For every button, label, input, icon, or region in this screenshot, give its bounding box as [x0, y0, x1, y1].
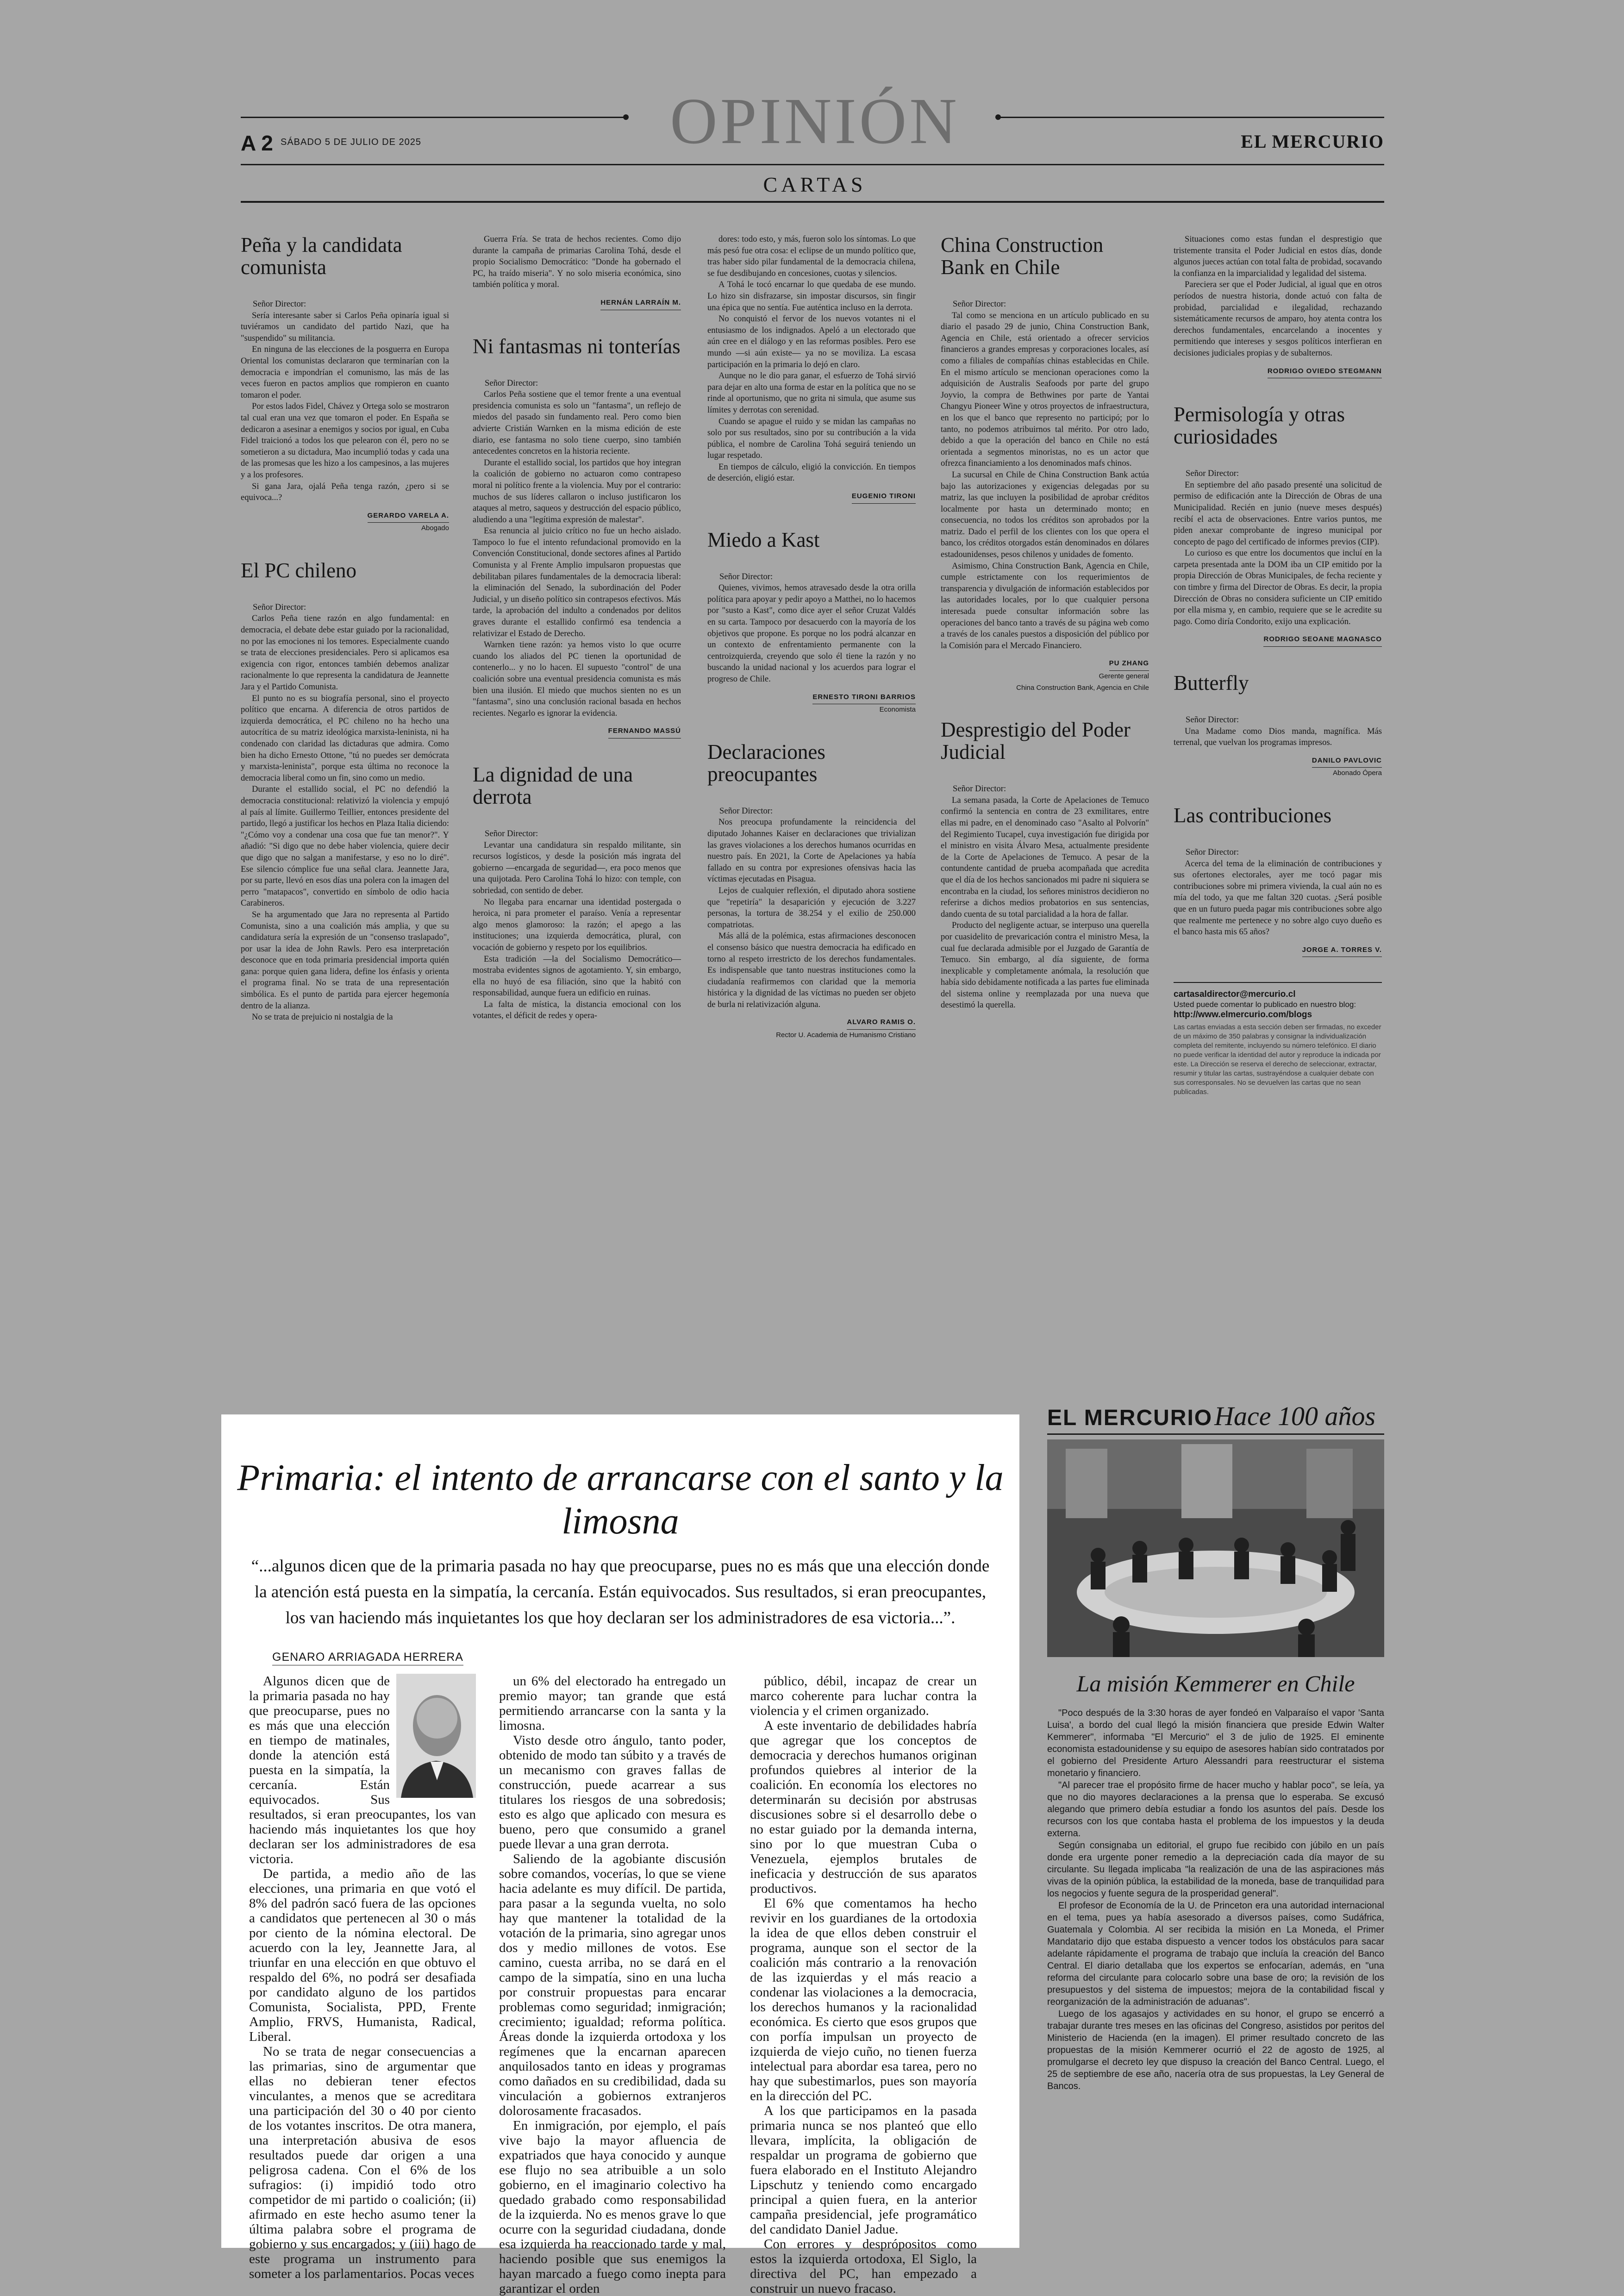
letter-paragraph: A Tohá le tocó encarnar lo que quedaba de ese mundo. Lo hizo sin disfrazarse, sin impostar discursos, sin fingir una épica que no sentía. Fue auténtica incluso en la derrota.: [707, 280, 916, 313]
letter-signature: [473, 297, 681, 310]
letter-signature-role: Gerente general: [1099, 672, 1149, 680]
column-text-1: [249, 1674, 476, 2281]
letter-paragraph: No se trata de prejuicio ni nostalgia de la: [252, 1012, 393, 1022]
letter-paragraph: Esta tradición —la del Socialismo Democrático— mostraba evidentes signos de agotamiento. Y, sin embargo, ella no huyó de esa filiación, sino que la habitó con responsabilidad, aunque fuera un edificio en ruinas.: [473, 954, 681, 998]
letter-signature-role: Abogado: [421, 524, 449, 532]
letter: [473, 234, 681, 310]
letter-signature-name: DANILO PAVLOVIC: [1312, 755, 1382, 768]
letter-salutation: Señor Director:: [719, 571, 773, 582]
letter-paragraph: Se ha argumentado que Jara no representa al Partido Comunista, sino a una coalición más amplia, y que su candidatura sería la expresión de un "consenso traslapado", por usar la idea de John Rawls. Pero esa interpretación desconoce que en toda primaria presidencial importa quién gana: porque quien gana lidera, define los énfasis y orienta el programa final. No se trata de una representación simbólica. Es el punto de partida para ejercer hegemonía dentro de la alianza.: [241, 909, 449, 1011]
letter: [1174, 672, 1382, 768]
hace-100-anos-box: [1047, 1401, 1384, 2092]
letter-salutation: Señor Director:: [253, 299, 306, 309]
newspaper-name: EL MERCURIO: [1241, 131, 1384, 152]
letter-paragraph: Cuando se apague el ruido y se midan las campañas no solo por sus resultados, sino por su contribución a la vida pública, el nombre de Carolina Tohá seguirá teniendo un lugar respetado.: [707, 416, 916, 461]
hace100-paragraph: El profesor de Economía de la U. de Princeton era una autoridad internacional en el tema, pues ya había asesorado a diversos países, como Sudáfrica, Guatemala y Colombia. Al ser recibida la misión en La Moneda, el Primer Mandatario dijo que estaba dispuesto a vencer todos los obstáculos para sacar adelante rápidamente el programa de trabajo que incluía la creación del Banco Central. El diario detallaba que los expertos se enfocarían, además, en "una reforma del circulante para colocarlo sobre una base de oro; la revisión de los presupuestos y del sistema de impuestos; mejora de la contabilidad fiscal y reorganización de la administración de aduanas".: [1047, 1901, 1384, 2007]
letter-signature: [1174, 366, 1382, 379]
letter-paragraph: Carlos Peña sostiene que el temor frente a una eventual presidencia comunista es solo un "fantasma", un reflejo de miedos del pasado sin fundamento real. Pero como bien advierte Cristián Warnken en la misma edición de este diario, ese fantasma no solo tiene cuerpo, sino también antecedentes concretos en la historia reciente.: [473, 389, 681, 457]
contact-fine-print: Las cartas enviadas a esta sección deben ser firmadas, no exceder de un máximo de 350 palabras y consignar la individualización completa del remitente, incluyendo su número telefónico. El diario no puede verificar la identidad del autor y reproduce la indicada por este. La Dirección se reserva el derecho de seleccionar, extractar, resumir y titular las cartas, sustrayéndose a cualquier debate con sus corresponsales. No se devuelven las cartas que no sean publicadas.: [1174, 1023, 1381, 1096]
letter-signature: [707, 1017, 916, 1030]
letter-paragraph: No conquistó el fervor de los nuevos votantes ni el entusiasmo de los indignados. Apeló a un electorado que aún cree en el diálogo y en las reformas posibles. Pero ese mundo —si aún existe— ya no se moviliza. La escasa participación en la primaria lo dejó en claro.: [707, 314, 916, 369]
column-paragraph: En inmigración, por ejemplo, el país vive bajo la mayor afluencia de expatriados que haya conocido y aunque ese flujo no sea atribuible a un solo gobierno, en el imaginario colectivo ha quedado grabado como responsabilidad de la izquierda. No es menos grave lo que ocurre con la seguridad ciudadana, donde esa izquierda ha reaccionado tarde y mal, haciendo posible que sus enemigos la hayan marcado a fuego como inepta para garantizar el orden: [499, 2118, 726, 2296]
letter-signature-name: HERNÁN LARRAÍN M.: [600, 297, 681, 310]
letter-salutation: Señor Director:: [1186, 715, 1239, 725]
letter-title: Miedo a Kast: [707, 528, 820, 551]
letter-paragraph: Más allá de la polémica, estas afirmaciones desconocen el consenso básico que nuestra democracia ha edificado en torno al respeto irrestricto de los derechos fundamentales. Es indispensable que tanto nuestras instituciones como la ciudadanía reafirmemos con claridad que la memoria histórica y la dignidad de las víctimas no pueden ser objeto de burla ni relativización alguna.: [707, 931, 916, 1009]
column-lead-quote: “...algunos dicen que de la primaria pasada no hay que preocuparse, pues no es más que una elección donde la atención está puesta en la simpatía, la cercanía. Están equivocados. Sus resultados, si eran preocupantes, los van haciendo más inquietantes los que hoy declaran ser los administradores de esa victoria...”.: [251, 1557, 990, 1627]
letter-paragraph: Durante el estallido social, el PC no defendió la democracia constitucional: relativizó la violencia y empujó al país al límite. Guillermo Teillier, entonces presidente del partido, llegó a justificar los hechos en Plaza Italia diciendo: "¿Cómo voy a condenar una cosa que fue tan menor?". Y añadió: "Si digo que no debe haber violencia, quiere decir que digo que no salgan a manifestarse, y eso no lo diré". Ese silencio cómplice fue una señal clara. Jeannette Jara, por su parte, llevó en esos días una polera con la imagen del perro "matapacos", convertido en símbolo de odio hacia Carabineros.: [241, 784, 449, 908]
letter-title: Butterfly: [1174, 671, 1249, 695]
letter-signature: [241, 510, 449, 523]
letter-title: Declaraciones preocupantes: [707, 740, 825, 786]
letter-salutation: Señor Director:: [953, 784, 1006, 794]
letter-title: Peña y la candidata comunista: [241, 233, 402, 279]
author-photo: [396, 1674, 476, 1798]
letter-paragraph: Asimismo, China Construction Bank, Agencia en Chile, cumple estrictamente con los requerimientos de transparencia y divulgación de información establecidos por las autoridades locales, por lo que cualquier persona interesada puede consultar información sobre las operaciones del banco tanto a través de su página web como a través de los canales puestos a disposición del público por la Comisión para el Mercado Financiero.: [941, 561, 1149, 651]
letter-title: China Construction Bank en Chile: [941, 233, 1104, 279]
letter-paragraph: Lejos de cualquier reflexión, el diputado ahora sostiene que "repetiría" la desaparición y ejecución de 3.227 personas, la tortura de 38.254 y el exilio de 250.000 compatriotas.: [707, 885, 916, 930]
letter-paragraph: Lo curioso es que entre los documentos que incluí en la carpeta presentada ante la DOM iba un CIP emitido por la propia Dirección de Obras Municipales, de fecha reciente y con timbre y firma del Director de Obras. Es decir, la propia Dirección de Obras no considera suficiente un CIP emitido por ella misma y, en cambio, requiere que se le acredite su pago. Como diría Condorito, exijo una explicación.: [1174, 548, 1382, 626]
contact-blog-link[interactable]: http://www.elmercurio.com/blogs: [1174, 1010, 1312, 1020]
column-title: Primaria: el intento de arrancarse con el santo y la limosna: [237, 1458, 1004, 1542]
header-dot-left: [623, 114, 629, 120]
letter-salutation: Señor Director:: [485, 378, 538, 388]
hace100-paragraph: "Poco después de la 3:30 horas de ayer fondeó en Valparaíso el vapor 'Santa Luisa', a bordo del cual llegó la misión financiera que preside Edwin Walter Kemmerer", informaba "El Mercurio" el 3 de julio de 1925. El eminente economista estadounidense y su equipo de asesores habían sido contratados por el gobierno del Presidente Arturo Alessandri para reestructurar el sistema monetario y financiero.: [1047, 1708, 1384, 1778]
letter-signature-name: GERARDO VARELA A.: [368, 510, 449, 523]
letter-paragraph: En ninguna de las elecciones de la posguerra en Europa Oriental los comunistas declararon que terminarían con la democracia e impondrían el comunismo, las más de las veces fueron en pactos amplios que rompieron en cuanto tomaron el poder.: [241, 344, 449, 400]
letter: [941, 234, 1149, 671]
letter: [1174, 234, 1382, 378]
letter-paragraph: Guerra Fría. Se trata de hechos recientes. Como dijo durante la campaña de primarias Carolina Tohá, desde el propio Socialismo Democrático: "Donde ha gobernado el PC, ha traído miseria". Y no solo miseria económica, sino también política y moral.: [473, 234, 681, 290]
letter-signature: [473, 726, 681, 738]
column-paragraph: A los que participamos en la pasada primaria nunca se nos planteó que ello llevara, implícita, la obligación de respaldar un programa de gobierno que fuera elaborado en el Instituto Alejandro Lipschutz y teniendo como encargado principal a quien fuera, en la anterior campaña presidencial, jefe programático del candidato Daniel Jadue.: [750, 2103, 977, 2237]
hace100-paragraph: Luego de los agasajos y actividades en su honor, el grupo se encerró a trabajar durante tres meses en las oficinas del Congreso, asistidos por peritos del Ministerio de Hacienda (en la imagen). El primer resultado concreto de las propuestas de la misión Kemmerer ocurrió el 22 de agosto de 1925, al promulgarse el decreto ley que dispuso la creación del Banco Central. Luego, el 25 de septiembre de ese año, nacería otra de sus propuestas, la Ley General de Bancos.: [1047, 2009, 1384, 2091]
issue-date: SÁBADO 5 DE JULIO DE 2025: [281, 137, 422, 147]
letter-signature-role: Rector U. Academia de Humanismo Cristiano: [776, 1031, 916, 1039]
letter-salutation: Señor Director:: [1186, 469, 1239, 479]
letter-paragraph: No llegaba para encarnar una identidad postergada o heroica, ni para prometer el paraíso. Venía a representar algo menos glamoroso: la razón; el apego a las instituciones; una izquierda democrática, plural, con vocación de gobierno y respeto por los equilibrios.: [473, 897, 681, 952]
column-text-2: [499, 1674, 726, 2296]
letter-paragraph: Acerca del tema de la eliminación de contribuciones y sus ofertones electorales, ayer me tocó pagar mis contribuciones sobre mi primera vivienda, la cual aún no es mía del todo, ya que me faltan 320 cuotas. ¿Será posible que en un futuro pueda pagar mis contribuciones sobre algo que realmente me pertenece y no sobre algo cuyo dueño es el banco hasta mis 65 años?: [1174, 858, 1382, 937]
letter-signature-name: ERNESTO TIRONI BARRIOS: [812, 692, 916, 705]
letter-signature: [707, 692, 916, 705]
column-paragraph: No se trata de negar consecuencias a las primarias, sino de argumentar que ellas no debieran tener efectos vinculantes, a menos que se acreditara una participación del 30 o 40 por ciento de los votantes inscritos. De otra manera, una interpretación abusiva de esos resultados puede dar origen a una peligrosa cadena. Con el 6% de los sufragios: (i) impidió todo otro competidor de mi partido o coalición; (ii) afirmado en este hecho asumo tener la última palabra sobre el programa de gobierno y sus encargados; y (iii) hago de este programa un instrumento para someter a los parlamentarios. Pocas veces: [249, 2044, 476, 2281]
letter-paragraph: Una Madame como Dios manda, magnífica. Más terrenal, que vuelvan los programas impresos.: [1174, 726, 1382, 748]
hace100-paragraph: Según consignaba un editorial, el grupo fue recibido con júbilo en un país donde era urgente poner remedio a la depreciación cada día mayor de su circulante. Su llegada implicaba "la realización de una de las aspiraciones más vivas de la opinión pública, la estabilidad de la moneda, base de tranquilidad para los negocios y fuente segura de la prosperidad general".: [1047, 1840, 1384, 1899]
letter-paragraph: Carlos Peña tiene razón en algo fundamental: en democracia, el debate debe estar guiado por la racionalidad, no por las emociones ni los temores. Especialmente cuando se trata de elecciones presidenciales. Pero si aplicamos esa exigencia con rigor, entonces también debemos analizar racionalmente lo que representa la candidatura de Jeannette Jara y el Partido Comunista.: [241, 613, 449, 692]
letter-signature-role: Economista: [879, 706, 916, 714]
letter-paragraph: Levantar una candidatura sin respaldo militante, sin recursos logísticos, y desde la posición más ingrata del gobierno —encargada de seguridad—, era poco menos que una quijotada. Pero Carolina Tohá lo hizo: con temple, con sobriedad, con sentido de deber.: [473, 840, 681, 895]
letters-column-1: [241, 234, 449, 1048]
column-author: GENARO ARRIAGADA HERRERA: [272, 1651, 463, 1665]
letter-paragraph: dores: todo esto, y más, fueron solo los síntomas. Lo que más pesó fue otra cosa: el eclipse de un mundo político que, tras haber sido pilar fundamental de la democracia chilena, se fue desdibujando en concesiones, cuotas y silencios.: [707, 234, 916, 278]
letter-paragraph: Durante el estallido social, los partidos que hoy integran la coalición de gobierno no actuaron como contrapeso moral ni político frente a la violencia. Muy por el contrario: muchos de sus líderes callaron o incluso justificaron los ataques al metro, saqueos y destrucción del espacio público, aludiendo a una "legítima expresión de malestar".: [473, 457, 681, 525]
letter-title: Desprestigio del Poder Judicial: [941, 718, 1131, 764]
letter-paragraph: El punto no es su biografía personal, sino el proyecto político que encarna. A diferencia de otros partidos de izquierda democrática, el PC chileno no ha hecho una autocrítica de su matriz ideológica marxista-leninista, ni ha condenado con claridad las dictaduras que admira. Como bien ha dicho Ernesto Ottone, "tú no puedes ser demócrata y marxista-leninista", porque esta última no reconoce la democracia liberal como un fin, sino como un medio.: [241, 693, 449, 783]
column-paragraph: público, débil, incapaz de crear un marco coherente para luchar contra la violencia y el crimen organizado.: [750, 1674, 977, 1718]
letters-column-5: [1174, 234, 1382, 1097]
column-paragraph: Visto desde otro ángulo, tanto poder, obtenido de modo tan súbito y a través de un mecanismo con graves fallas de construcción, puede acarrear a sus titulares los riesgos de una sobredosis; esto es algo que aplicado con mesura es bueno, pero que consumido a granel puede llevar a una gran derrota.: [499, 1733, 726, 1852]
column-paragraph: De partida, a medio año de las elecciones, una primaria en que votó el 8% del padrón sacó fuera de las opciones a candidatos que pertenecen al 30 o más por ciento de la nómina electoral. De acuerdo con la ley, Jeannette Jara, al triunfar en una elección en que obtuvo el respaldo del 6%, no podrá ser desafiada por candidato alguno de los partidos Comunista, Socialista, PPD, Frente Amplio, FRVS, Humanista, Radical, Liberal.: [249, 1866, 476, 2044]
page-number: A 2: [241, 131, 273, 155]
letter-paragraph: Esa renuncia al juicio crítico no fue un hecho aislado. Tampoco lo fue el intento refundacional promovido en la Convención Constitucional, donde sectores afines al Partido Comunista y al Frente Amplio impulsaron propuestas que debilitaban pilares fundamentales de la democracia liberal: la eliminación del Senado, la subordinación del Poder Judicial, y un diseño político sin contrapesos efectivos. Más tarde, la aprobación del indulto a condenados por delitos graves durante el estallido confirmó esa tendencia a relativizar el Estado de Derecho.: [473, 526, 681, 638]
letter-paragraph: Sería interesante saber si Carlos Peña opinaría igual si tuviéramos un candidato del partido Nazi, que ha "suspendido" su militancia.: [241, 310, 449, 343]
letter-salutation: Señor Director:: [719, 806, 773, 816]
hace100-body: [1047, 1707, 1384, 2092]
letter: [1174, 403, 1382, 647]
letter-salutation: Señor Director:: [485, 828, 538, 838]
historical-photo: [1047, 1439, 1384, 1657]
hace100-masthead: EL MERCURIO: [1047, 1406, 1213, 1430]
hace100-script-title: Hace 100 años: [1214, 1401, 1376, 1431]
header-top-rule-right: [1000, 117, 1384, 118]
letter: [707, 234, 916, 504]
header-top-rule-left: [241, 117, 625, 118]
letter: [1174, 804, 1382, 957]
contact-note: Usted puede comentar lo publicado en nuestro blog:: [1174, 1000, 1356, 1009]
subsection-rule: [241, 201, 1384, 203]
letter: [707, 529, 916, 705]
column-paragraph: Algunos dicen que de la primaria pasada no hay que preocuparse, pues no es más que una elección en tiempo de matinales, donde la atención está puesta en la simpatía, la cercanía. Están equivocados. Sus resultados, si eran preocupantes, los van haciendo más inquietantes los que hoy declaran ser los administradores de esa victoria.: [249, 1674, 476, 1866]
letter-paragraph: En septiembre del año pasado presenté una solicitud de permiso de edificación ante la Dirección de Obras de una Municipalidad. Recién en junio (nueve meses después) recibí el acta de observaciones. Entre varios puntos, me piden anexar comprobante de ingreso municipal por concepto de pago del certificado de informes previos (CIP).: [1174, 480, 1382, 547]
letter-paragraph: Aunque no le dio para ganar, el esfuerzo de Tohá sirvió para dejar en alto una forma de estar en la política que no se rinde al oportunismo, que no grita ni simula, que asume sus límites y derrotas con serenidad.: [707, 371, 916, 415]
letter-signature: [707, 491, 916, 504]
column-paragraph: El 6% que comentamos ha hecho revivir en los guardianes de la ortodoxia la idea de que ellos deben construir el programa, aunque son el sector de la coalición más contrario a la renovación de las izquierdas y el más reacio a condenar las violaciones a la democracia, los derechos humanos y la racionalidad económica. Es cierto que esos grupos que con porfía impulsan un proyecto de izquierda de viejo cuño, no tienen fuerza intelectual para abordar esa tarea, pero no hay que subestimarlos, pues son mayoría en la dirección del PC.: [750, 1896, 977, 2103]
letter: [473, 763, 681, 1022]
letter-salutation: Señor Director:: [953, 299, 1006, 309]
letter-paragraph: La sucursal en Chile de China Construction Bank actúa bajo las autorizaciones y exigencias delegadas por su matriz, las que incluyen la posibilidad de aprobar créditos localmente por hasta un determinado monto; en consecuencia, no todos los créditos son aprobados por la matriz. Dado el perfil de los clientes con los que opera el banco, los créditos otorgados están denominados en dólares estadounidenses, pesos chilenos y unidades de fomento.: [941, 469, 1149, 560]
letter-signature: [1174, 755, 1382, 768]
letter-title: Ni fantasmas ni tonterías: [473, 334, 681, 358]
letter-signature-name: PU ZHANG: [1109, 658, 1149, 671]
letter-paragraph: La falta de mística, la distancia emocional con los votantes, el déficit de redes y opera-: [473, 999, 681, 1021]
letter-signature: [1174, 945, 1382, 957]
letter: [241, 559, 449, 1023]
letter-paragraph: Situaciones como estas fundan el desprestigio que tristemente transita el Poder Judicial en estos días, donde algunos jueces actúan con total falta de probidad, socavando la confianza en la imparcialidad y legalidad del sistema.: [1174, 234, 1382, 278]
hace100-title: La misión Kemmerer en Chile: [1076, 1670, 1355, 1696]
letter-paragraph: Nos preocupa profundamente la reincidencia del diputado Johannes Kaiser en declaraciones que trivializan las graves violaciones a los derechos humanos ocurridas en nuestro país. En 2021, la Corte de Apelaciones ya había fallado en su contra por expresiones ofensivas hacia las víctimas ejecutadas en Pisagua.: [707, 817, 916, 884]
opinion-column: [221, 1414, 1019, 2296]
letter-signature-name: RODRIGO OVIEDO STEGMANN: [1268, 366, 1382, 379]
letter: [941, 719, 1149, 1011]
letter-paragraph: La semana pasada, la Corte de Apelaciones de Temuco confirmó la sentencia en contra de 23 exmilitares, entre ellas mi padre, en el denominado caso "Asalto al Polvorín" del Regimiento Tucapel, cuya investigación fue dirigida por el ministro en visita Álvaro Mesa, actualmente presidente de la Corte de Apelaciones de Temuco. A pesar de la contundente cantidad de prueba acompañada que acredita que el día de los hechos sancionados mi padre ni siquiera se encontraba en la ciudad, los señores ministros decidieron no referirse a dichos medios probatorios en sus sentencias, dando cuenta de su total parcialidad a la hora de fallar.: [941, 795, 1149, 919]
letter-salutation: Señor Director:: [1186, 847, 1239, 857]
letter-signature-name: ALVARO RAMIS O.: [847, 1017, 916, 1030]
letter-signature-name: FERNANDO MASSÚ: [608, 726, 681, 738]
letter: [473, 335, 681, 738]
letter-title: El PC chileno: [241, 558, 356, 582]
letter-signature-name: JORGE A. TORRES V.: [1302, 945, 1382, 957]
letter-title: La dignidad de una derrota: [473, 763, 633, 808]
letter-salutation: Señor Director:: [253, 602, 306, 612]
historical-photo-image: [1047, 1439, 1384, 1657]
hace100-paragraph: "Al parecer trae el propósito firme de hacer mucho y hablar poco", se leía, ya que no dio mayores declaraciones a la prensa que lo esperaba. Se excusó alegando que primero debía estudiar a fondo los asuntos del país. Desde los recursos con los que contaba hasta el problema de los impuestos y la deuda externa.: [1047, 1780, 1384, 1839]
letter: [241, 234, 449, 523]
header-dot-right: [995, 114, 1001, 120]
letters-column-4: [941, 234, 1149, 1036]
subsection-title: CARTAS: [763, 173, 867, 196]
letters-column-2: [473, 234, 681, 1047]
contact-email[interactable]: cartasaldirector@mercurio.cl: [1174, 989, 1296, 1000]
section-title: OPINIÓN: [670, 84, 960, 157]
letters-column-3: [707, 234, 916, 1066]
column-paragraph: Con errores y desprópositos como estos la izquierda ortodoxa, El Siglo, la directiva del PC, han empezado a construir un nuevo fracaso.: [750, 2237, 977, 2296]
contact-box: [1174, 982, 1382, 1097]
column-paragraph: Saliendo de la agobiante discusión sobre comandos, vocerías, lo que se viene hacia adelante es muy difícil. De partida, para pasar a la segunda vuelta, no solo hay que mantener la totalidad de la votación de la primaria, sino agregar unos dos y medio millones de votos. Ese camino, cuesta arriba, no se dará en el campo de la simpatía, sino en una lucha por construir propuestas para encarar problemas como seguridad; inmigración; crecimiento; igualdad; reforma política. Áreas donde la izquierda ortodoxa y los regímenes que la encarnan aparecen anquilosados tanto en ideas y programas como dañados en su credibilidad, dada su vinculación a gobiernos extranjeros dolorosamente fracasados.: [499, 1852, 726, 2118]
letter-paragraph: Por estos lados Fidel, Chávez y Ortega solo se mostraron tal cual eran una vez que tomaron el poder. En España se dedicaron a asesinar a enemigos y socios por igual, en Cuba Fidel traicionó a todos los que pelearon con él, pero no se sometieron a su dictadura, Mao incumplió todas y cada una de las promesas que les hizo a los campesinos, a las mujeres y a los profesores.: [241, 401, 449, 480]
letter-signature-name: EUGENIO TIRONI: [852, 491, 916, 504]
letter-signature-role: Abonado Ópera: [1333, 769, 1382, 777]
letter-paragraph: En tiempos de cálculo, eligió la convicción. En tiempos de deserción, eligió estar.: [707, 462, 916, 483]
letter-paragraph: Warnken tiene razón: ya hemos visto lo que ocurre cuando los aliados del PC tienen la oportunidad de contenerlo... y no lo hacen. El supuesto "control" de una coalición sobre una eventual presidencia comunista es más bien una ilusión. El miedo que muchos sienten no es un "fantasma", sino una conclusión racional basada en hechos recientes. Negarlo es ignorar la evidencia.: [473, 640, 681, 718]
letter-paragraph: Quienes, vivimos, hemos atravesado desde la otra orilla política para apoyar y pedir apoyo a Matthei, no lo hacemos por "susto a Kast", como dice ayer el señor Cruzat Valdés en su carta. Tampoco por desacuerdo con la mayoría de los objetivos que propone. Es porque no los podrá alcanzar en un contexto de enfrentamiento permanente con la centroizquierda, creyendo que solo él tiene la razón y no buscando la unidad nacional y los acuerdos para lograr el progreso de Chile.: [707, 583, 916, 684]
letter-paragraph: Tal como se menciona en un artículo publicado en su diario el pasado 29 de junio, China Construction Bank, Agencia en Chile, está orientado a ofrecer servicios financieros a grandes empresas y corporaciones locales, así como a filiales de compañías chinas establecidas en Chile. En el mismo artículo se mencionan operaciones como la adquisición de Australis Seafoods por parte del grupo Joyvio, la compra de Bethwines por parte de Yantai Changyu Pioneer Wine y otros proyectos de infraestructura, en los que el banco que represento no participó; por lo tanto, no podemos atribuirnos tal mérito. Por otro lado, debido a que la operación del banco en Chile no está orientada a segmentos minoristas, no es un actor que ofrezca financiamiento a los denominados mafs chinos.: [941, 310, 1149, 469]
letter-paragraph: Si gana Jara, ojalá Peña tenga razón, ¿pero si se equivoca...?: [241, 481, 449, 503]
letter-paragraph: Pareciera ser que el Poder Judicial, al igual que en otros períodos de nuestra historia, donde actuó con falta de probidad, parcialidad e ilegalidad, rechazando sistemáticamente recursos de amparo, hoy atenta contra los derechos fundamentales, encarcelando a inocentes y permitiendo que intereses y sesgos políticos interfieran en decisiones judiciales propias y de subalternos.: [1174, 280, 1382, 358]
letter-signature: [941, 658, 1149, 671]
column-text-3: [750, 1674, 977, 2296]
letter-signature-role2: China Construction Bank, Agencia en Chile: [1016, 683, 1149, 692]
column-paragraph: un 6% del electorado ha entregado un premio mayor; tan grande que está permitiendo arrancarse con la santa y la limosna.: [499, 1674, 726, 1733]
header-rule: [241, 164, 1384, 165]
letter-signature-name: RODRIGO SEOANE MAGNASCO: [1263, 634, 1382, 647]
letter-paragraph: Producto del negligente actuar, se interpuso una querella por cuasidelito de prevaricación contra el ministro Mesa, la cual fue declarada admisible por el Juzgado de Garantía de Temuco. Sin embargo, al día siguiente, de forma inexplicable y completamente anómala, la resolución que había sido debidamente notificada a las partes fue eliminada del sistema online y reemplazada por una nueva que desestimó la querella.: [941, 920, 1149, 1010]
letter: [707, 741, 916, 1030]
letter-signature: [1174, 634, 1382, 647]
column-paragraph: A este inventario de debilidades habría que agregar que los conceptos de democracia y derechos humanos originan profundos quiebres al interior de la coalición. En economía los electores no determinarán su decisión por abstrusas discusiones sobre si el desarrollo debe o no estar guiado por la demanda interna, sino por lo que muestran Cuba o Venezuela, ejemplos brutales de ineficacia y destrucción de sus aparatos productivos.: [750, 1718, 977, 1896]
letter-title: Permisología y otras curiosidades: [1174, 403, 1345, 449]
letter-title: Las contribuciones: [1174, 804, 1332, 827]
